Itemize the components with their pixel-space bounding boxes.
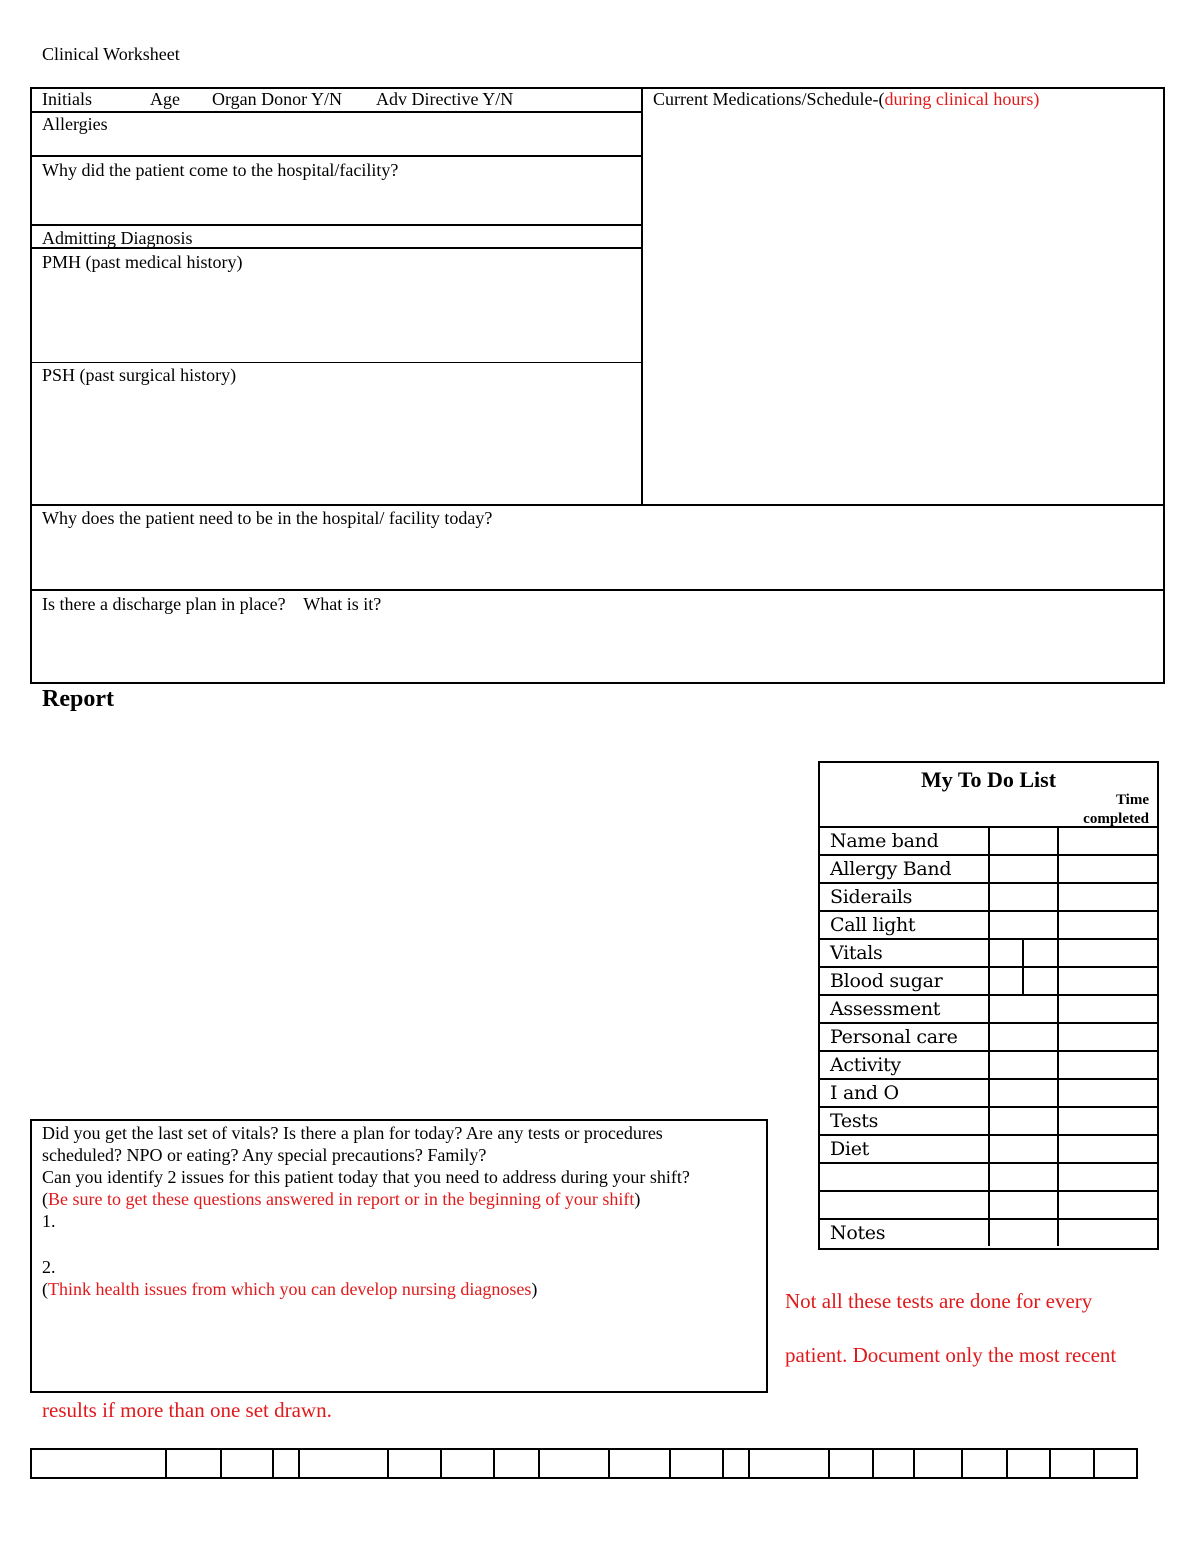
medications-field[interactable] — [653, 89, 1039, 109]
todo-row[interactable] — [820, 826, 1157, 854]
strip-cell-divider — [748, 1450, 750, 1477]
todo-row[interactable] — [820, 966, 1157, 994]
questions-line-2: scheduled? NPO or eating? Any special precautions? Family? — [42, 1145, 487, 1165]
todo-item-label: Call light — [830, 914, 916, 936]
strip-cell-divider — [1093, 1450, 1095, 1477]
todo-row[interactable] — [820, 882, 1157, 910]
psh-field[interactable]: PSH (past surgical history) — [42, 365, 237, 385]
questions-line-1: Did you get the last set of vitals? Is there a plan for today? Are any tests or procedures — [42, 1123, 663, 1143]
strip-cell-divider — [1006, 1450, 1008, 1477]
questions-line-5: (Think health issues from which you can develop nursing diagnoses) — [42, 1279, 538, 1299]
todo-item-label: Blood sugar — [830, 970, 943, 992]
medications-note: during clinical hours) — [884, 89, 1040, 109]
strip-cell-divider — [165, 1450, 167, 1477]
discharge-plan-field[interactable]: Is there a discharge plan in place? What is it? — [42, 594, 382, 614]
questions-hint: Think health issues from which you can develop nursing diagnoses — [48, 1279, 532, 1299]
strip-cell-divider — [220, 1450, 222, 1477]
todo-row[interactable] — [820, 1106, 1157, 1134]
strip-cell-divider — [298, 1450, 300, 1477]
todo-row[interactable] — [820, 1050, 1157, 1078]
strip-cell-divider — [538, 1450, 540, 1477]
todo-item-label: Activity — [830, 1054, 901, 1076]
why-today-field[interactable]: Why does the patient need to be in the hospital/ facility today? — [42, 508, 493, 528]
todo-row[interactable] — [820, 1022, 1157, 1050]
todo-row[interactable] — [820, 1190, 1157, 1218]
todo-row[interactable] — [820, 994, 1157, 1022]
todo-item-label: Tests — [830, 1110, 879, 1132]
todo-item-label: Name band — [830, 830, 939, 852]
todo-item-label: I and O — [830, 1082, 899, 1104]
adv-directive-field[interactable]: Adv Directive Y/N — [376, 89, 514, 109]
strip-cell-divider — [608, 1450, 610, 1477]
issue-2-field[interactable]: 2. — [42, 1257, 56, 1277]
todo-item-label: Diet — [830, 1138, 869, 1160]
pmh-field[interactable]: PMH (past medical history) — [42, 252, 243, 272]
todo-item-label: Assessment — [830, 998, 941, 1020]
todo-row[interactable] — [820, 910, 1157, 938]
todo-item-label: Allergy Band — [830, 858, 952, 880]
strip-cell-divider — [828, 1450, 830, 1477]
todo-row[interactable] — [820, 1162, 1157, 1190]
todo-item-label: Vitals — [830, 942, 883, 964]
age-field[interactable]: Age — [150, 89, 180, 109]
tests-note-line-2: patient. Document only the most recent — [785, 1343, 1117, 1367]
strip-cell-divider — [872, 1450, 874, 1477]
strip-cell-divider — [722, 1450, 724, 1477]
allergies-field[interactable]: Allergies — [42, 114, 108, 134]
admitting-diagnosis-field[interactable]: Admitting Diagnosis — [42, 228, 193, 248]
report-heading: Report — [42, 686, 114, 712]
issue-1-field[interactable]: 1. — [42, 1211, 56, 1231]
medications-label: Current Medications/Schedule-( — [653, 89, 885, 109]
strip-cell-divider — [961, 1450, 963, 1477]
questions-line-4: (Be sure to get these questions answered in report or in the beginning of your shift) — [42, 1189, 641, 1209]
todo-row[interactable] — [820, 1134, 1157, 1162]
why-came-field[interactable]: Why did the patient come to the hospital/facility? — [42, 160, 399, 180]
todo-item-label: Notes — [830, 1222, 886, 1244]
tests-note-line-3: results if more than one set drawn. — [42, 1398, 332, 1422]
todo-row[interactable] — [820, 1078, 1157, 1106]
time-completed-header: Time completed — [1083, 792, 1149, 827]
strip-cell-divider — [440, 1450, 442, 1477]
strip-cell-divider — [1049, 1450, 1051, 1477]
todo-title: My To Do List — [920, 767, 1057, 792]
todo-row[interactable] — [820, 854, 1157, 882]
strip-cell-divider — [272, 1450, 274, 1477]
page-title: Clinical Worksheet — [42, 44, 180, 64]
todo-list-table — [818, 761, 1159, 1250]
todo-item-label: Personal care — [830, 1026, 958, 1048]
todo-row[interactable] — [820, 938, 1157, 966]
strip-cell-divider — [669, 1450, 671, 1477]
initials-field[interactable]: Initials — [42, 89, 92, 109]
todo-item-label: Siderails — [830, 886, 913, 908]
questions-line-3: Can you identify 2 issues for this patient today that you need to address during your shift? — [42, 1167, 690, 1187]
tests-note-line-1: Not all these tests are done for every — [785, 1289, 1093, 1313]
strip-cell-divider — [493, 1450, 495, 1477]
strip-cell-divider — [387, 1450, 389, 1477]
todo-row[interactable] — [820, 1218, 1157, 1246]
questions-reminder: Be sure to get these questions answered in report or in the beginning of your shift — [48, 1189, 635, 1209]
organ-donor-field[interactable]: Organ Donor Y/N — [212, 89, 342, 109]
lab-results-strip[interactable] — [30, 1448, 1138, 1479]
strip-cell-divider — [913, 1450, 915, 1477]
